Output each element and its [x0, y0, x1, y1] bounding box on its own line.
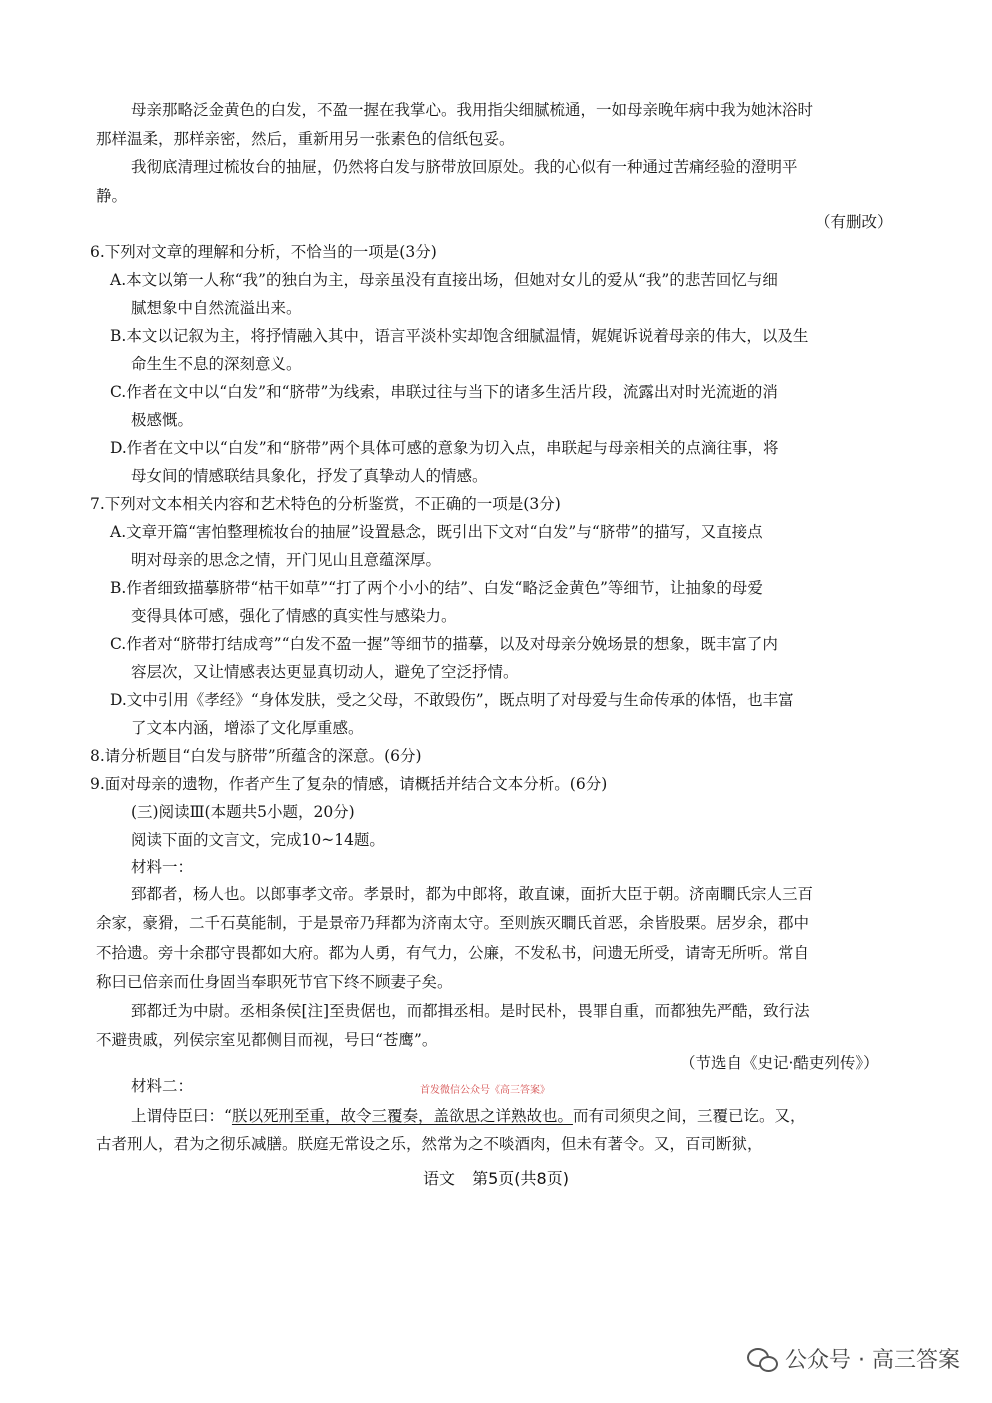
- text-line: 不避贵戚，列侯宗室见都侧目而视，号曰“苍鹰”。: [96, 1031, 438, 1049]
- text-line: D.作者在文中以“白发”和“脐带”两个具体可感的意象为切入点，串联起与母亲相关的点滴往事，将: [110, 439, 779, 457]
- text-line: 静。: [96, 187, 128, 205]
- text-line: 极感慨。: [131, 411, 194, 429]
- text-line: 不拾遗。旁十余郡守畏都如大府。都为人勇，有气力，公廉，不发私书，问遗无所受，请寄无所听。常自: [96, 944, 810, 962]
- text-line: 余家，豪猾，二千石莫能制，于是景帝乃拜都为济南太守。至则族灭瞷氏首恶，余皆股栗。居岁余，郡中: [96, 914, 810, 932]
- text-line: D.文中引用《孝经》“身体发肤，受之父母，不敢毁伤”，既点明了对母爱与生命传承的体悟，也丰富: [110, 691, 794, 709]
- wechat-icon: [747, 1346, 777, 1372]
- source-watermark: 首发微信公众号《高三答案》: [420, 1085, 550, 1096]
- text-line: C.作者在文中以“白发”和“脐带”为线索，串联过往与当下的诸多生活片段，流露出对时光流逝的消: [110, 383, 778, 401]
- text-line: （节选自《史记·酷吏列传》）: [680, 1054, 879, 1072]
- text-line: 称曰已倍亲而仕身固当奉职死节官下终不顾妻子矣。: [96, 973, 453, 991]
- wechat-account-badge: [747, 1343, 960, 1374]
- text-line: 古者刑人，君为之彻乐减膳。朕庭无常设之乐，然常为之不啖酒肉，但未有著令。又，百司断狱，: [96, 1135, 763, 1153]
- text-line: 母亲那略泛金黄色的白发，不盈一握在我掌心。我用指尖细腻梳通，一如母亲晚年病中我为她沐浴时: [131, 101, 814, 119]
- text-line: 容层次，又让情感表达更显真切动人，避免了空泛抒情。: [131, 663, 519, 681]
- text-line: 那样温柔，那样亲密，然后，重新用另一张素色的信纸包妥。: [96, 130, 515, 148]
- text-line: 母女间的情感联结具象化，抒发了真挚动人的情感。: [131, 467, 488, 485]
- text-line: C.作者对“脐带打结成弯”“白发不盈一握”等细节的描摹，以及对母亲分娩场景的想象，既丰富了内: [110, 635, 778, 653]
- text-line: B.本文以记叙为主，将抒情融入其中，语言平淡朴实却饱含细腻温情，娓娓诉说着母亲的伟大，以及生: [110, 327, 809, 345]
- text-line: 材料二：: [131, 1077, 194, 1095]
- text-line: 郅都迁为中尉。丞相条侯[注]至贵倨也，而都揖丞相。是时民朴，畏罪自重，而都独先严酷，致行法: [131, 1002, 810, 1020]
- text-line: 了文本内涵，增添了文化厚重感。: [131, 719, 364, 737]
- text-line: (三)阅读Ⅲ(本题共5小题，20分): [131, 803, 355, 821]
- text-line: 变得具体可感，强化了情感的真实性与感染力。: [131, 607, 457, 625]
- text-line: 郅都者，杨人也。以郎事孝文帝。孝景时，都为中郎将，敢直谏，面折大臣于朝。济南瞷氏宗人三百: [131, 885, 814, 903]
- wechat-account-label: 公众号 · 高三答案: [785, 1348, 960, 1373]
- underlined-quote: 朕以死刑至重，故令三覆奏，盖欲思之详熟故也。: [231, 1107, 573, 1125]
- text-line: B.作者细致描摹脐带“枯干如草”“打了两个小小的结”、白发“略泛金黄色”等细节，让抽象的母爱: [110, 579, 763, 597]
- text-line: （有删改）: [815, 213, 893, 231]
- text-line: 8.请分析题目“白发与脐带”所蕴含的深意。(6分): [90, 747, 422, 765]
- text-line: 9.面对母亲的遗物，作者产生了复杂的情感，请概括并结合文本分析。(6分): [90, 775, 608, 793]
- text-line: 阅读下面的文言文，完成10~14题。: [131, 831, 385, 849]
- page-footer: [0, 1166, 992, 1189]
- text-line: 材料一：: [131, 858, 194, 876]
- footer-page-number: 第5页(共8页): [472, 1169, 569, 1188]
- text-line: 命生生不息的深刻意义。: [131, 355, 302, 373]
- footer-subject: 语文: [423, 1169, 456, 1188]
- text-line: 明对母亲的思念之情，开门见山且意蕴深厚。: [131, 551, 442, 569]
- text-line: 我彻底清理过梳妆台的抽屉，仍然将白发与脐带放回原处。我的心似有一种通过苦痛经验的澄明平: [131, 158, 798, 176]
- text-line: 腻想象中自然流溢出来。: [131, 299, 302, 317]
- text-line: 7.下列对文本相关内容和艺术特色的分析鉴赏，不正确的一项是(3分): [90, 495, 561, 513]
- text-line: A.文章开篇“害怕整理梳妆台的抽屉”设置悬念，既引出下文对“白发”与“脐带”的描写，又直接点: [110, 523, 763, 541]
- text-line: 6.下列对文章的理解和分析，不恰当的一项是(3分): [90, 243, 437, 261]
- text-line: 上谓侍臣曰：“朕以死刑至重，故令三覆奏，盖欲思之详熟故也。而有司须臾之间，三覆已讫。又，: [131, 1107, 806, 1125]
- text-line: A.本文以第一人称“我”的独白为主，母亲虽没有直接出场，但她对女儿的爱从“我”的悲苦回忆与细: [110, 271, 778, 289]
